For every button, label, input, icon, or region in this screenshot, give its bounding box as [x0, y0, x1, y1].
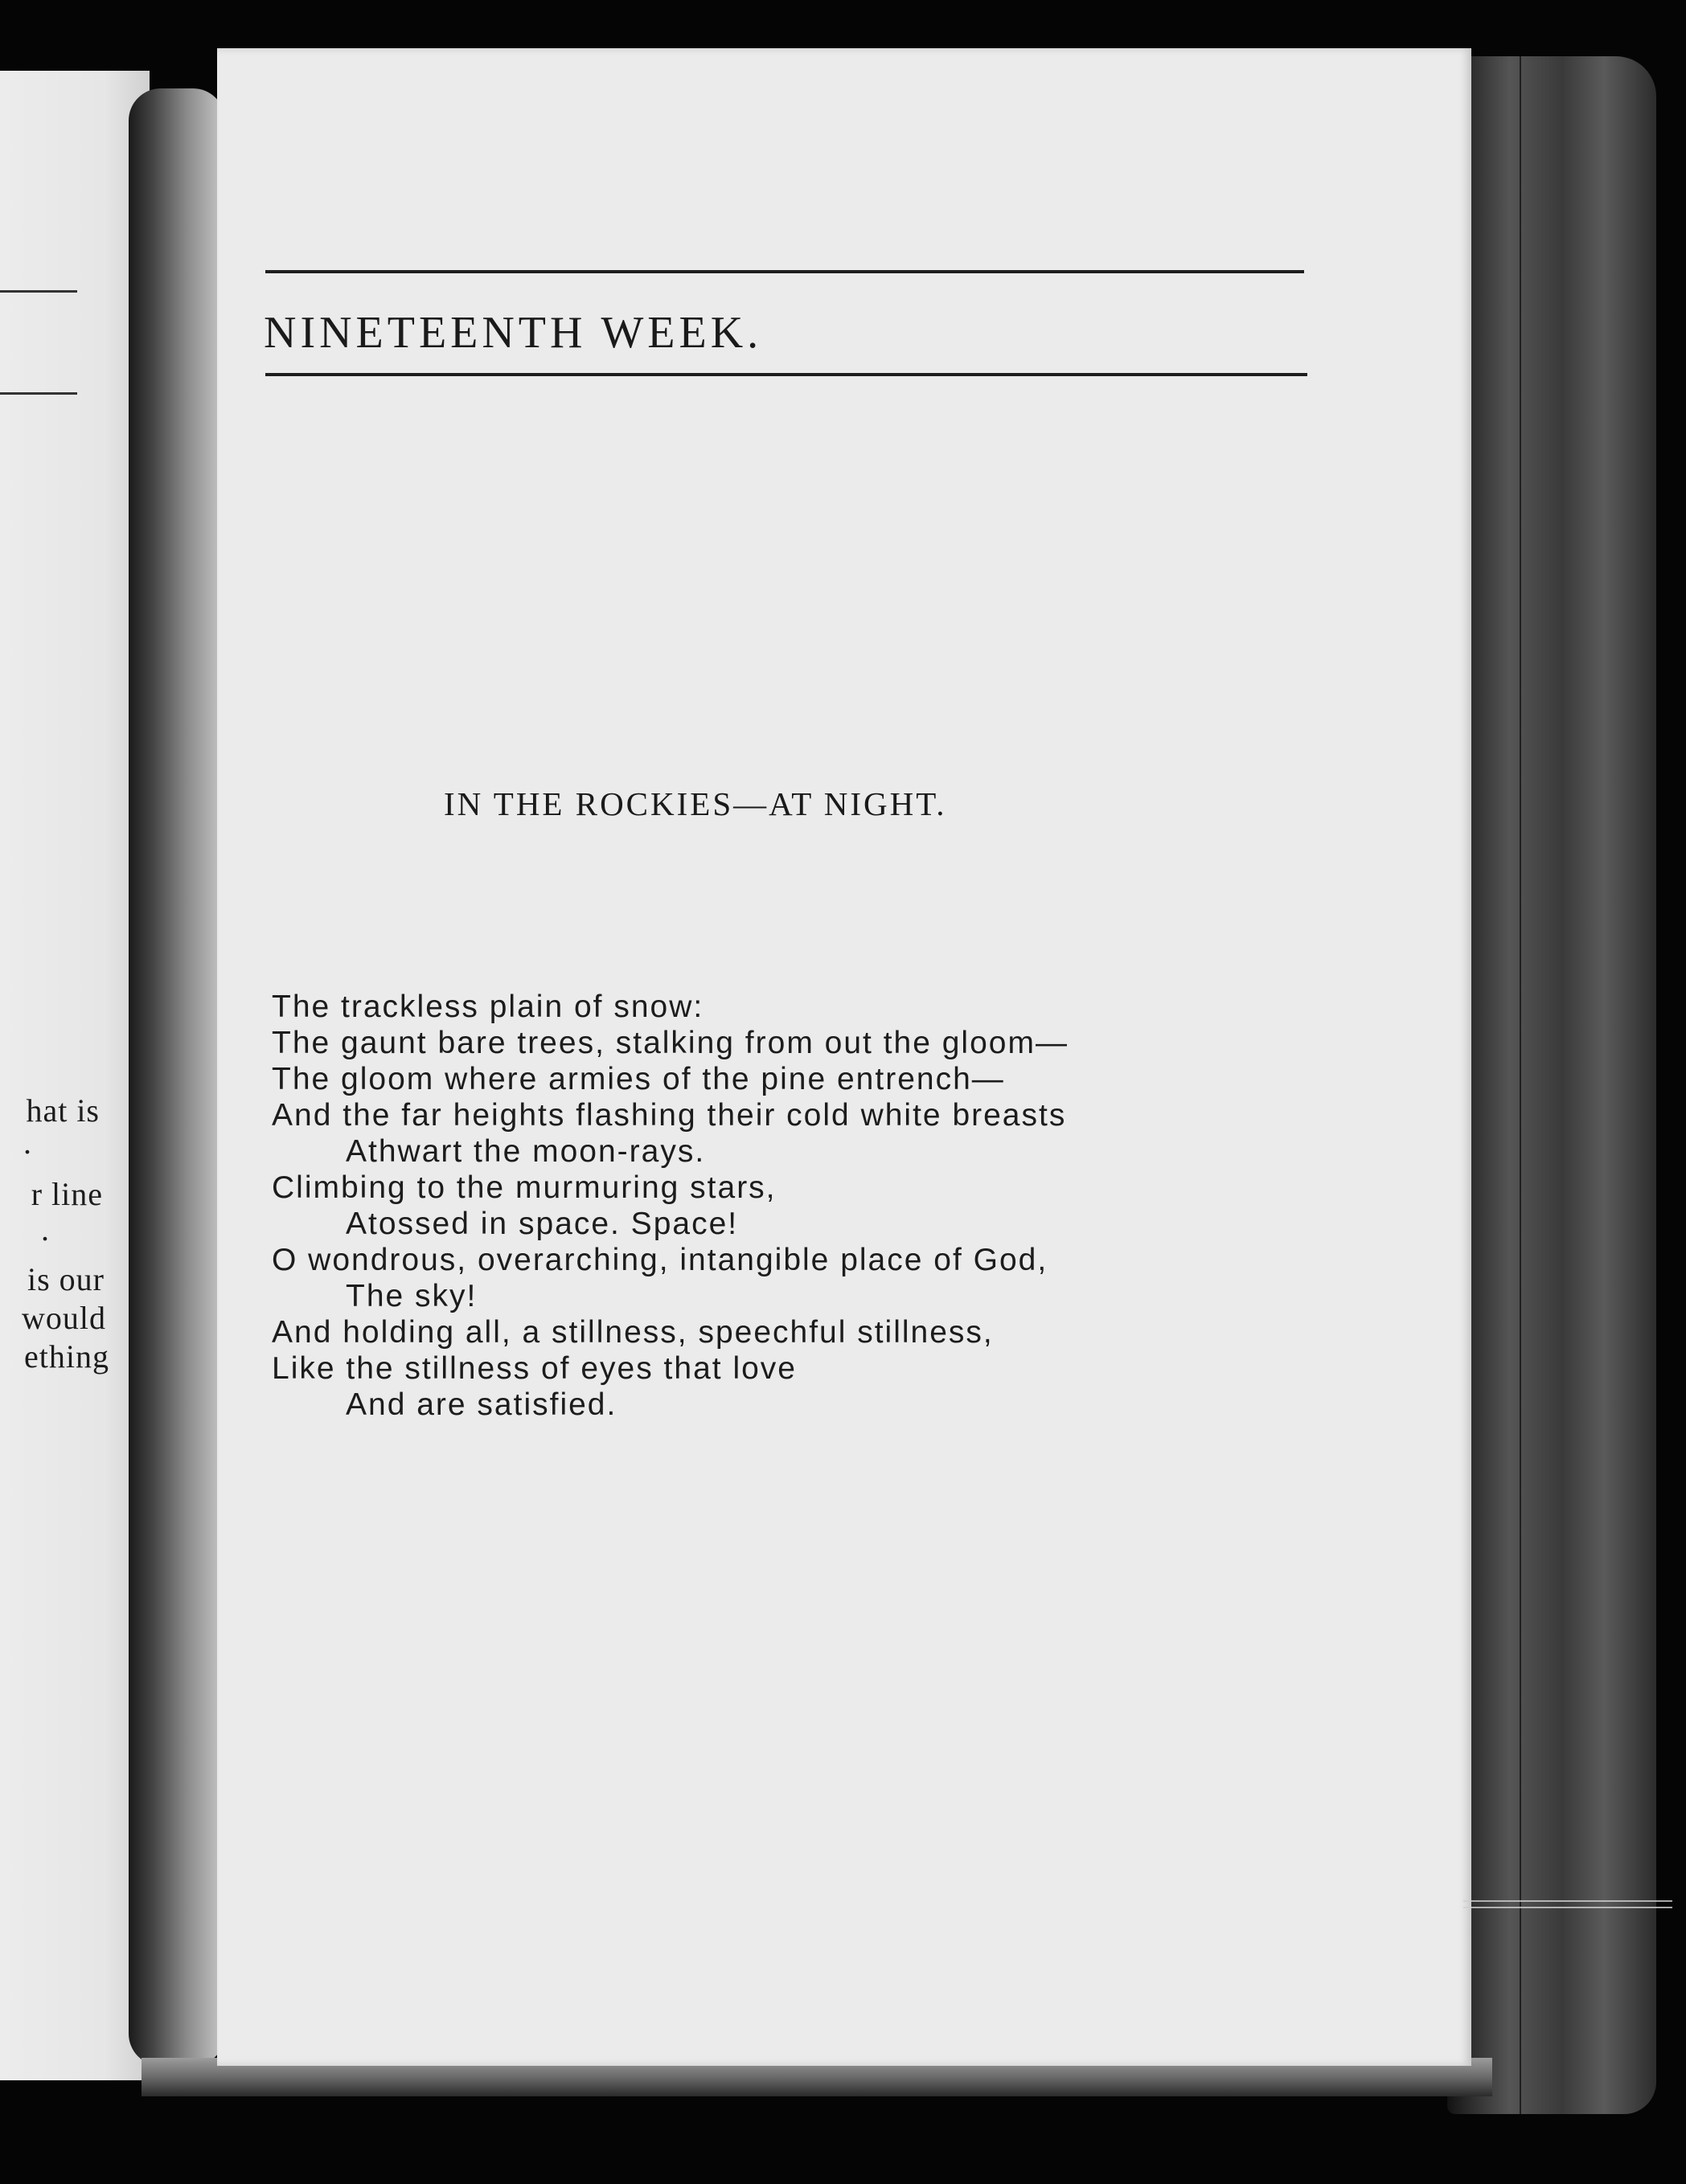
scan-artifact-line [1463, 1900, 1672, 1902]
poem-line: And the far heights flashing their cold white breasts [272, 1098, 1067, 1133]
poem-line: The gloom where armies of the pine entrench— [272, 1062, 1005, 1096]
poem-line: Atossed in space. Space! [346, 1207, 739, 1241]
left-page-text-fragment: r line [31, 1176, 103, 1212]
previous-page [0, 71, 150, 2080]
left-page-text-fragment: ething [24, 1338, 109, 1375]
poem-line: The trackless plain of snow: [272, 990, 704, 1024]
poem-line: The sky! [346, 1279, 478, 1313]
left-page-text-fragment: is our [27, 1261, 105, 1297]
left-page-text-fragment: . [41, 1211, 50, 1248]
poem-line: The gaunt bare trees, stalking from out the gloom— [272, 1026, 1069, 1060]
scan-artifact-line [1463, 1907, 1672, 1908]
poem-line: And holding all, a stillness, speechful stillness, [272, 1315, 994, 1350]
book-spine [1447, 56, 1656, 2114]
book-page [217, 48, 1471, 2066]
left-page-text-fragment: would [22, 1300, 106, 1336]
book-gutter [129, 88, 225, 2066]
poem-line: Climbing to the murmuring stars, [272, 1170, 777, 1205]
poem-line: Athwart the moon-rays. [346, 1134, 706, 1169]
poem-line: Like the stillness of eyes that love [272, 1351, 797, 1386]
week-heading: NINETEENTH WEEK. [264, 308, 763, 358]
heading-top-rule [265, 270, 1304, 273]
left-page-text-fragment: hat is [26, 1092, 100, 1129]
heading-bottom-rule [265, 373, 1307, 376]
poem-line: And are satisfied. [346, 1387, 617, 1422]
poem-body [272, 989, 1069, 1423]
poem-title: IN THE ROCKIES—AT NIGHT. [444, 785, 947, 822]
left-page-top-rule [0, 290, 77, 293]
left-page-text-fragment: . [23, 1125, 32, 1161]
left-page-bottom-rule [0, 392, 77, 395]
poem-line: O wondrous, overarching, intangible place of God, [272, 1243, 1048, 1277]
